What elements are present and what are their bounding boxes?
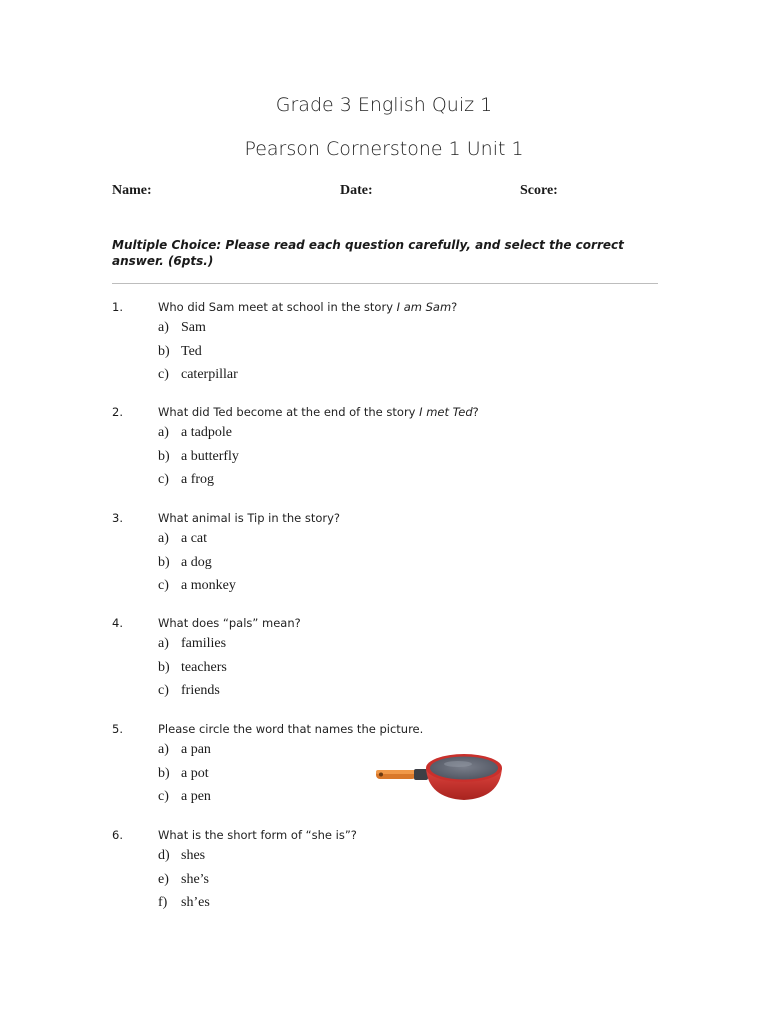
option-d[interactable]: d) shes [158, 848, 206, 863]
option-b[interactable]: b) a dog [158, 554, 212, 570]
options-list [158, 531, 236, 602]
option-c[interactable]: c) friends [158, 683, 220, 698]
option-e[interactable]: e) she’s [158, 871, 209, 887]
option-b[interactable]: b) a butterfly [158, 448, 239, 464]
option-c[interactable]: c) a monkey [158, 578, 236, 593]
date-label: Date: [340, 183, 373, 198]
question-number: 1. [112, 300, 123, 314]
frying-pan-image [368, 742, 508, 814]
question-text: Who did Sam meet at school in the story I am Sam? [158, 300, 458, 314]
question-text: What animal is Tip in the story? [158, 511, 341, 525]
question-number: 4. [112, 616, 123, 630]
question-number: 6. [112, 828, 123, 842]
question-text: What does “pals” mean? [158, 616, 301, 630]
options-list [158, 742, 211, 813]
options-list [158, 848, 210, 919]
quiz-title: Grade 3 English Quiz 1 [275, 94, 493, 116]
option-b[interactable]: b) a pot [158, 765, 209, 781]
option-a[interactable]: a) a tadpole [158, 425, 232, 440]
question-number: 2. [112, 405, 123, 419]
option-a[interactable]: a) Sam [158, 320, 206, 335]
question-text: What is the short form of “she is”? [158, 828, 357, 842]
question-number: 3. [112, 511, 123, 525]
question-number: 5. [112, 722, 123, 736]
name-label: Name: [112, 183, 152, 198]
option-a[interactable]: a) families [158, 636, 227, 651]
option-b[interactable]: b) Ted [158, 343, 202, 359]
options-list [158, 425, 239, 496]
options-list [158, 636, 227, 707]
option-a[interactable]: a) a pan [158, 742, 211, 757]
divider [112, 283, 658, 284]
option-a[interactable]: a) a cat [158, 531, 208, 546]
option-c[interactable]: c) a pen [158, 789, 211, 804]
option-c[interactable]: c) a frog [158, 472, 215, 487]
question-text: What did Ted become at the end of the story I met Ted? [158, 405, 479, 419]
question-text: Please circle the word that names the picture. [158, 722, 424, 736]
story-title: I am Sam [396, 300, 452, 314]
option-c[interactable]: c) caterpillar [158, 367, 238, 382]
options-list [158, 320, 238, 391]
story-title: I met Ted [419, 405, 473, 419]
option-b[interactable]: b) teachers [158, 659, 227, 675]
option-f[interactable]: f) sh’es [158, 895, 210, 910]
instructions: Multiple Choice: Please read each question carefully, and select the correct answer. (6pts.) [112, 238, 624, 268]
score-label: Score: [520, 183, 558, 198]
quiz-subtitle: Pearson Cornerstone 1 Unit 1 [244, 138, 524, 160]
